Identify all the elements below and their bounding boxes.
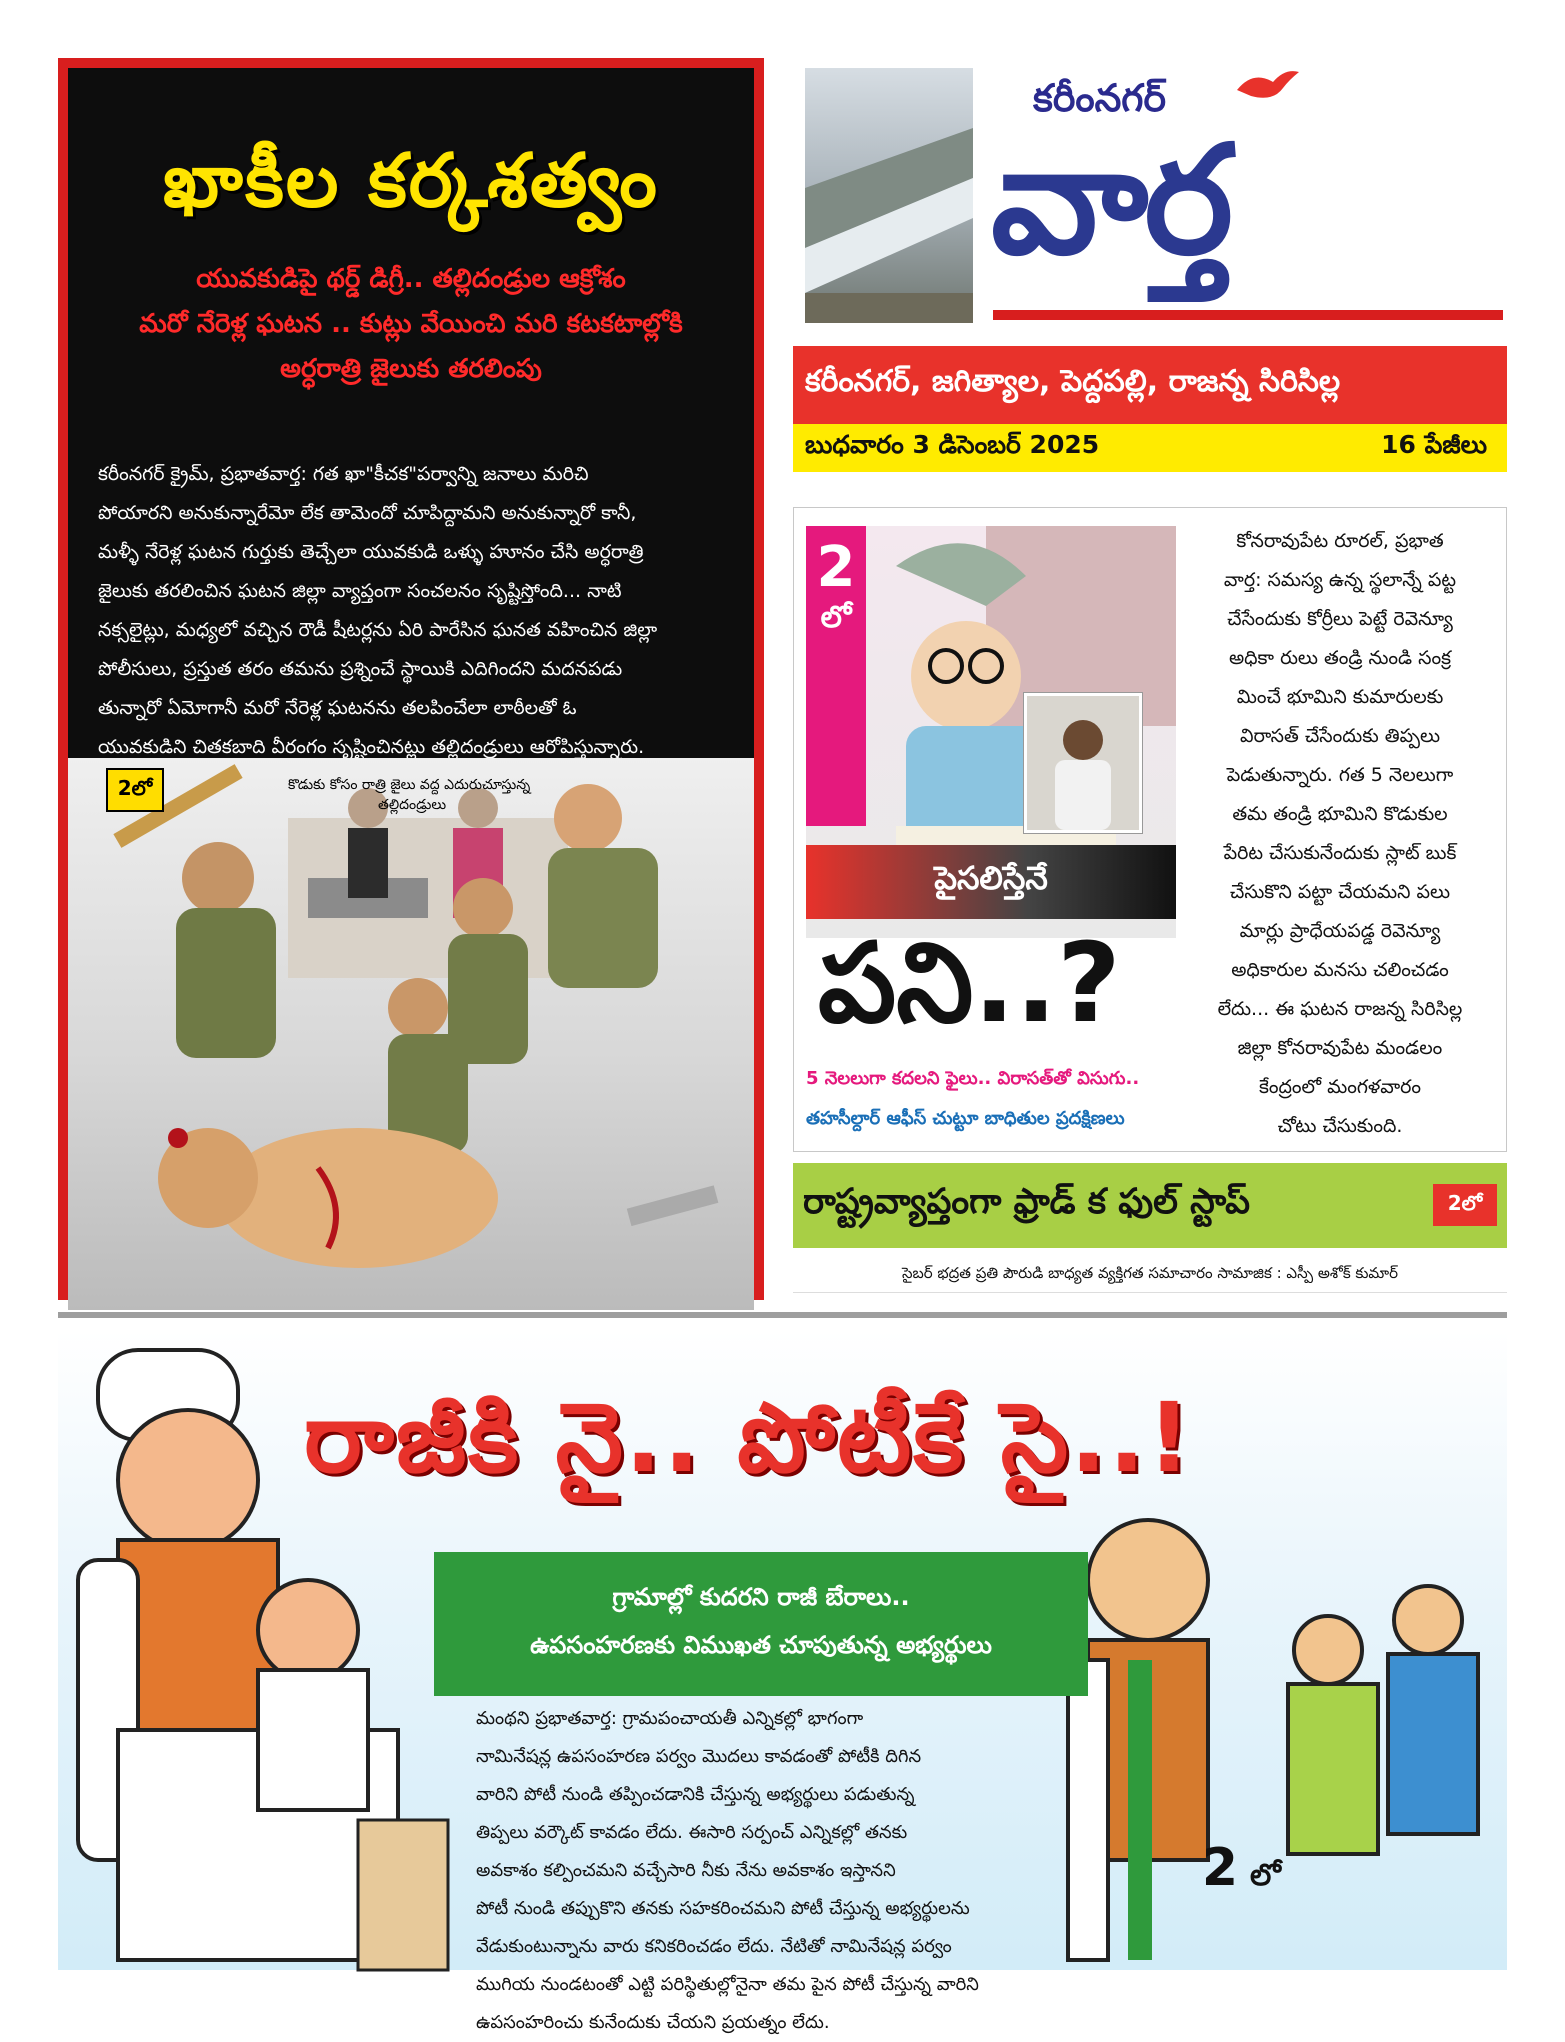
story-body: [1190, 522, 1490, 1146]
lead-body-line: యువకుడిని చితకబాది వీరంగం సృష్టించినట్లు తల్లిదండ్రులు ఆరోపిస్తున్నారు.: [98, 736, 645, 758]
election-body-line: వారిని పోటీ నుండి తప్పించడానికి చేస్తున్న అభ్యర్థులు పడుతున్న: [476, 1784, 915, 1805]
fraud-headline: రాష్ట్రవ్యాప్తంగా ఫ్రాడ్ క ఫుల్ స్టాప్: [793, 1163, 1507, 1248]
election-body-line: అవకాశం కల్పించమని వచ్చేసారి నీకు నేను అవకాశం ఇస్తానని: [476, 1860, 896, 1881]
lead-body-line: జైలుకు తరలించిన ఘటన జిల్లా వ్యాప్తంగా సంచలనం సృష్టిస్తోంది... నాటి: [98, 580, 622, 602]
masthead: [793, 58, 1507, 341]
story-body-line: వార్త: సమస్య ఉన్న స్థలాన్నే పట్ట: [1223, 569, 1457, 591]
page-ref-suffix: లో: [820, 600, 852, 635]
dove-logo-icon: [1233, 66, 1301, 106]
fraud-subline: సైబర్ భద్రత ప్రతి పౌరుడి బాధ్యత వ్యక్తిగత సమాచారం సామాజిక : ఎస్పీ అశోక్ కుమార్: [793, 1257, 1507, 1293]
story-headline: పని..?: [818, 919, 1121, 1047]
story-body-line: విరాసత్ చేసేందుకు తిప్పలు: [1239, 725, 1441, 747]
politician-cartoon: [1068, 1500, 1498, 1970]
lead-photo-caption: [288, 775, 698, 815]
lead-body: [98, 455, 744, 767]
story-body-line: చేసుకొని పట్టా చేయమని పలు: [1229, 881, 1451, 903]
caption-line: తల్లిదండ్రులు: [378, 797, 447, 813]
lead-subhead-3: అర్ధరాత్రి జైలుకు తరలింపు: [280, 354, 542, 384]
election-body: [476, 1700, 1076, 2042]
election-body-line: ఉపసంహరించు కునేందుకు చేయని ప్రయత్నం లేదు.: [476, 2012, 830, 2033]
revenue-story: [793, 507, 1507, 1152]
lead-story: [58, 58, 764, 1300]
section-divider: [58, 1312, 1507, 1318]
lead-body-line: కరీంనగర్ క్రైమ్, ప్రభాతవార్త: గత ఖా"కీచక"పర్వాన్ని జనాలు మరిచి: [98, 463, 589, 485]
dam-photo: [805, 68, 973, 323]
story-body-line: పేరిట చేసుకునేందుకు స్లాట్ బుక్: [1223, 842, 1457, 864]
election-body-line: వేడుకుంటున్నాను వారు కనికరించడం లేదు. నేటితో నామినేషన్ల పర్వం: [476, 1936, 952, 1957]
story-body-line: అధికారుల మనసు చలించడం: [1231, 959, 1449, 981]
election-page-ref-number: 2: [1201, 1838, 1239, 1898]
story-body-line: లేదు... ఈ ఘటన రాజన్న సిరిసిల్ల: [1217, 998, 1463, 1020]
page-ref-number: 2: [816, 535, 856, 600]
lead-body-line: పోలీసులు, ప్రస్తుత తరం తమను ప్రశ్నించే స్థాయికి ఎదిగిందని మదనపడు: [98, 658, 623, 680]
story-body-line: చోటు చేసుకుంది.: [1277, 1115, 1403, 1137]
story-body-line: మించే భూమిని కుమారులకు: [1236, 686, 1444, 708]
masthead-red-rule: [993, 310, 1503, 320]
election-page-ref-suffix: లో: [1250, 1858, 1281, 1893]
election-body-line: పోటీ నుండి తప్పుకొని తనకు సహకరించమని పోటీ చేస్తున్న అభ్యర్థులను: [476, 1898, 970, 1919]
lead-headline: ఖాకీల కర్కశత్వం: [163, 138, 659, 224]
lead-page-ref-badge: 2లో: [106, 768, 164, 812]
story-kicker: పైసలిస్తేనే: [806, 845, 1176, 919]
lead-body-line: నక్సలైట్లు, మధ్యలో వచ్చిన రౌడీ షీటర్లను ఏరి పారేసిన ఘనత వహించిన జిల్లా: [98, 619, 658, 641]
police-cartoon: [68, 758, 754, 1310]
story-body-line: తమ తండ్రి భూమిని కొడుకుల: [1232, 803, 1448, 825]
election-body-line: మంథని ప్రభాతవార్త: గ్రామపంచాయతీ ఎన్నికల్లో భాగంగా: [476, 1708, 864, 1729]
story-body-line: కేంద్రంలో మంగళవారం: [1258, 1076, 1422, 1098]
kicker-line: గ్రామాల్లో కుదరని రాజీ బేరాలు..: [612, 1583, 910, 1611]
story-body-line: జిల్లా కోనరావుపేట మండలం: [1237, 1037, 1443, 1059]
region-bar: కరీంనగర్, జగిత్యాల, పెద్దపల్లి, రాజన్న సిరిసిల్ల: [793, 346, 1507, 424]
election-headline: రాజీకి నై.. పోటీకే సై..!: [304, 1382, 1193, 1494]
story-body-line: మార్లు ప్రాధేయపడ్డ రెవెన్యూ: [1239, 920, 1441, 942]
story-body-line: అధికా రులు తండ్రి నుండి సంక్ర: [1228, 647, 1452, 669]
election-story: [58, 1330, 1507, 2033]
lead-subhead-2: మరో నేరెళ్ల ఘటన .. కుట్లు వేయించి మరి కటకటాల్లోకి: [139, 309, 683, 339]
masthead-city: కరీంనగర్: [1033, 76, 1167, 120]
caption-line: కొడుకు కోసం రాత్రి జైలు వద్ద ఎదురుచూస్తున్న: [288, 777, 531, 793]
farmer-photo: [1024, 693, 1142, 833]
election-body-line: నామినేషన్ల ఉపసంహరణ పర్వం మొదలు కావడంతో పోటీకి దిగిన: [476, 1746, 922, 1767]
lead-body-line: పోయారని అనుకున్నారేమో లేక తామెందో చూపిద్దామని అనుకున్నారో కానీ,: [98, 502, 637, 524]
page-count: 16 పేజీలు: [1381, 430, 1487, 459]
masthead-name: వార్త: [991, 114, 1230, 288]
story-body-line: చేసేందుకు కోర్రీలు పెట్టే రెవెన్యూ: [1227, 608, 1453, 630]
story-subhead-2: తహసీల్దార్ ఆఫీస్ చుట్టూ బాధితుల ప్రదక్షిణలు: [806, 1108, 1125, 1129]
date-bar: [793, 424, 1507, 472]
election-body-line: తిప్పలు వర్కౌట్ కావడం లేదు. ఈసారి సర్పంచ్ ఎన్నికల్లో తనకు: [476, 1822, 908, 1843]
election-body-line: ముగియ నుండటంతో ఎట్టి పరిస్థితుల్లోనైనా తమ పైన పోటీ చేస్తున్న వారిని: [476, 1974, 979, 1995]
story-body-line: కోనరావుపేట రూరల్, ప్రభాత: [1236, 530, 1444, 552]
lead-subhead-1: యువకుడిపై థర్డ్ డిగ్రీ.. తల్లిదండ్రుల ఆక్రోశం: [196, 264, 626, 294]
story-body-line: పెడుతున్నారు. గత 5 నెలలుగా: [1226, 764, 1454, 786]
story-subhead-1: 5 నెలలుగా కదలని ఫైలు.. విరాసత్‌తో విసుగు..: [806, 1068, 1140, 1089]
lead-body-line: మళ్ళీ నేరెళ్ల ఘటన గుర్తుకు తెచ్చేలా యువకుడి ఒళ్ళు హూనం చేసి అర్ధరాత్రి: [98, 541, 644, 563]
election-kicker: [434, 1552, 1088, 1696]
kicker-line: ఉపసంహరణకు విముఖత చూపుతున్న అభ్యర్థులు: [530, 1631, 992, 1659]
fraud-page-ref-badge: 2లో: [1433, 1184, 1497, 1226]
lead-body-line: తున్నారో ఏమోగానీ మరో నేరెళ్ల ఘటనను తలపించేలా లాఠీలతో ఓ: [98, 697, 577, 719]
issue-date: బుధవారం 3 డిసెంబర్ 2025: [805, 430, 1100, 459]
